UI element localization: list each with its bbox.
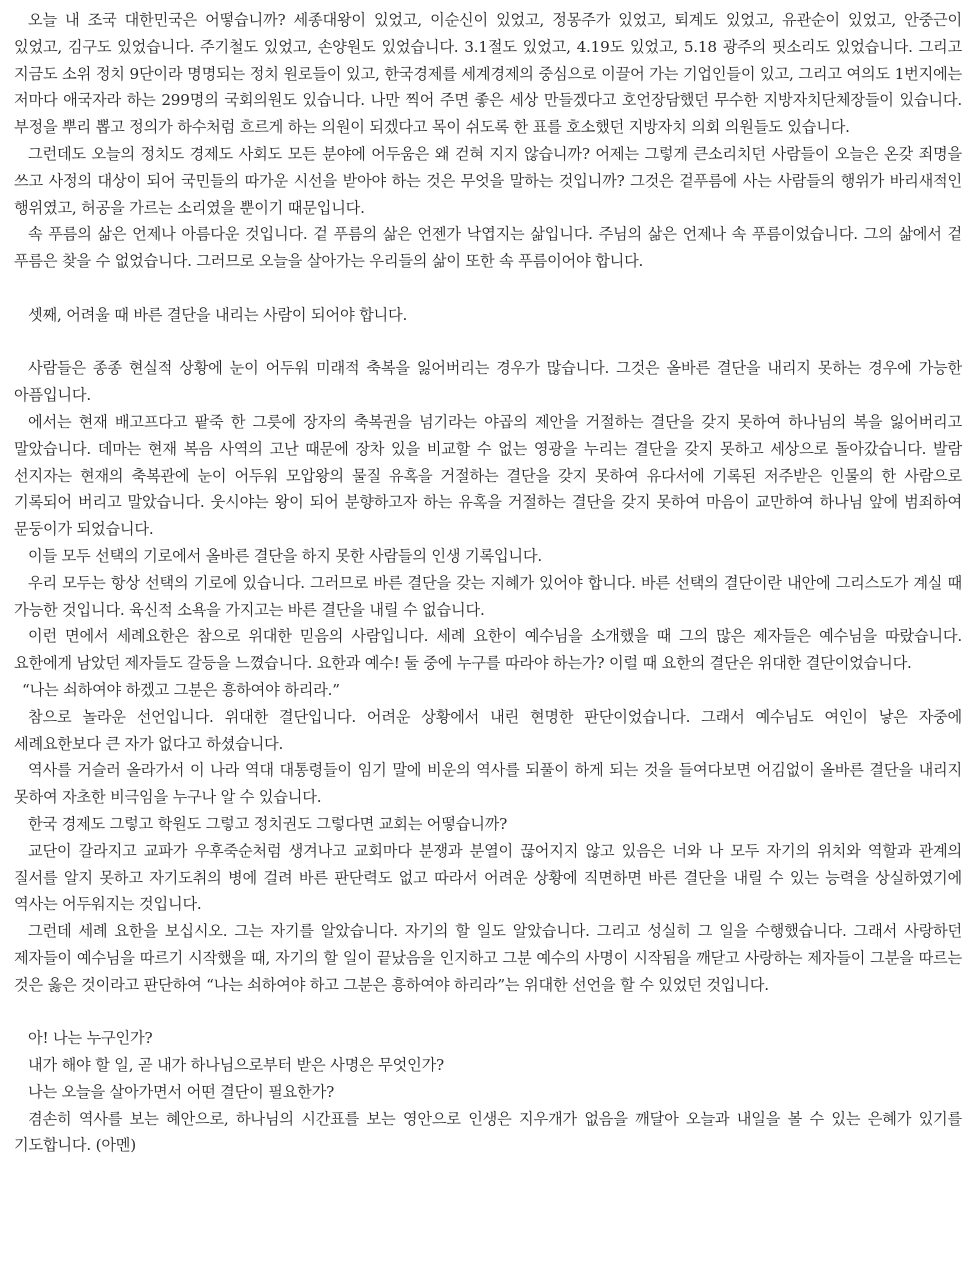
document-page [14, 7, 962, 1159]
section-heading: 셋째, 어려울 때 바른 결단을 내리는 사람이 되어야 합니다. [28, 305, 408, 324]
paragraph-spacer [14, 275, 962, 302]
quotation: “나는 쇠하여야 하겠고 그분은 흥하여야 하리라.” [22, 680, 340, 699]
paragraph: 에서는 현재 배고프다고 팥죽 한 그릇에 장자의 축복권을 넘기라는 야곱의 제안을 거절하는 결단을 갖지 못하여 하나님의 복을 잃어버리고 말았습니다. 데마는 현재 복음 사역의 고난 때문에 장차 있을 비교할 수 없는 영광을 누리는 결단을 갖지 못하고 세상으로 돌아갔습니다. 발람 선지자는 현재의 축복관에 눈이 어두워 모압왕의 물질 유혹을 거절하는 결단을 갖지 못하여 유다서에 기록된 저주받은 인물의 한 사람으로 기록되어 버리고 말았습니다. 웃시야는 왕이 되어 분향하고자 하는 유혹을 거절하는 결단을 갖지 못하여 마음이 교만하여 하나님 앞에 범죄하여 문둥이가 되었습니다. [14, 412, 962, 539]
paragraph-spacer [14, 329, 962, 356]
paragraph-spacer [14, 998, 962, 1025]
paragraph: 나는 오늘을 살아가면서 어떤 결단이 필요한가? [28, 1082, 335, 1101]
paragraph: 이들 모두 선택의 기로에서 올바른 결단을 하지 못한 사람들의 인생 기록입니다. [28, 546, 542, 565]
paragraph: 그런데도 오늘의 정치도 경제도 사회도 모든 분야에 어두움은 왜 걷혀 지지 않습니까? 어제는 그렇게 큰소리치던 사람들이 오늘은 온갖 죄명을 쓰고 사정의 대상이 되어 국민들의 따가운 시선을 받아야 하는 것은 무엇을 말하는 것입니까? 그것은 겉푸름에 사는 사람들의 행위가 바리새적인 행위였고, 허공을 가르는 소리였을 뿐이기 때문입니다. [14, 144, 962, 217]
paragraph: 한국 경제도 그렇고 학원도 그렇고 정치권도 그렇다면 교회는 어떻습니까? [28, 814, 508, 833]
paragraph: 내가 해야 할 일, 곧 내가 하나님으로부터 받은 사명은 무엇인가? [28, 1056, 444, 1075]
paragraph: 이런 면에서 세례요한은 참으로 위대한 믿음의 사람입니다. 세례 요한이 예수님을 소개했을 때 그의 많은 제자들은 예수님을 따랐습니다. 요한에게 남았던 제자들도 갈등을 느꼈습니다. 요한과 예수! 둘 중에 누구를 따라야 하는가? 이럴 때 요한의 결단은 위대한 결단이었습니다. [14, 627, 962, 673]
paragraph: 사람들은 종종 현실적 상황에 눈이 어두워 미래적 축복을 잃어버리는 경우가 많습니다. 그것은 올바른 결단을 내리지 못하는 경우에 가능한 아픔입니다. [14, 359, 962, 405]
paragraph: 겸손히 역사를 보는 혜안으로, 하나님의 시간표를 보는 영안으로 인생은 지우개가 없음을 깨달아 오늘과 내일을 볼 수 있는 은혜가 있기를 기도합니다. (아멘) [14, 1109, 962, 1155]
paragraph: 오늘 내 조국 대한민국은 어떻습니까? 세종대왕이 있었고, 이순신이 있었고, 정몽주가 있었고, 퇴계도 있었고, 유관순이 있었고, 안중근이 있었고, 김구도 있었습니다. 주기철도 있었고, 손양원도 있었습니다. 3.1절도 있었고, 4.19도 있었고, 5.18 광주의 핏소리도 있었습니다. 그리고 지금도 소위 정치 9단이라 명명되는 정치 원로들이 있고, 한국경제를 세계경제의 중심으로 이끌어 가는 기업인들이 있고, 그리고 여의도 1번지에는 저마다 애국자라 하는 299명의 국회의원도 있습니다. 나만 찍어 주면 좋은 세상 만들겠다고 호언장담했던 무수한 지방자치단체장들이 있습니다. 부정을 뿌리 뽑고 정의가 하수처럼 흐르게 하는 의원이 되겠다고 목이 쉬도록 한 표를 호소했던 지방자치 의회 의원들도 있습니다. [14, 11, 962, 137]
paragraph: 그런데 세례 요한을 보십시오. 그는 자기를 알았습니다. 자기의 할 일도 알았습니다. 그리고 성실히 그 일을 수행했습니다. 그래서 사랑하던 제자들이 예수님을 따르기 시작했을 때, 자기의 할 일이 끝났음을 인지하고 그분 예수의 사명이 시작됨을 깨닫고 사랑하는 제자들이 그분을 따르는 것은 옳은 것이라고 판단하여 “나는 쇠하여야 하고 그분은 흥하여야 하리라”는 위대한 선언을 할 수 있었던 것입니다. [14, 922, 962, 994]
paragraph: 속 푸름의 삶은 언제나 아름다운 것입니다. 겉 푸름의 삶은 언젠가 낙엽지는 삶입니다. 주님의 삶은 언제나 속 푸름이었습니다. 그의 삶에서 겉 푸름은 찾을 수 없었습니다. 그러므로 오늘을 살아가는 우리들의 삶이 또한 속 푸름이어야 합니다. [14, 225, 962, 271]
paragraph: 아! 나는 누구인가? [28, 1029, 153, 1048]
paragraph: 교단이 갈라지고 교파가 우후죽순처럼 생겨나고 교회마다 분쟁과 분열이 끊어지지 않고 있음은 너와 나 모두 자기의 위치와 역할과 관계의 질서를 알지 못하고 자기도취의 병에 걸려 바른 판단력도 없고 따라서 어려운 상황에 직면하면 바른 결단을 내릴 수 있는 능력을 상실하였기에 역사는 어두워지는 것입니다. [14, 841, 962, 914]
paragraph: 우리 모두는 항상 선택의 기로에 있습니다. 그러므로 바른 결단을 갖는 지혜가 있어야 합니다. 바른 선택의 결단이란 내안에 그리스도가 계실 때 가능한 것입니다. 육신적 소욕을 가지고는 바른 결단을 내릴 수 없습니다. [14, 573, 962, 619]
paragraph: 참으로 놀라운 선언입니다. 위대한 결단입니다. 어려운 상황에서 내린 현명한 판단이었습니다. 그래서 예수님도 여인이 낳은 자중에 세례요한보다 큰 자가 없다고 하셨습니다. [14, 707, 962, 753]
paragraph: 역사를 거슬러 올라가서 이 나라 역대 대통령들이 임기 말에 비운의 역사를 되풀이 하게 되는 것을 들여다보면 어김없이 올바른 결단을 내리지 못하여 자초한 비극임을 누구나 알 수 있습니다. [14, 761, 962, 807]
